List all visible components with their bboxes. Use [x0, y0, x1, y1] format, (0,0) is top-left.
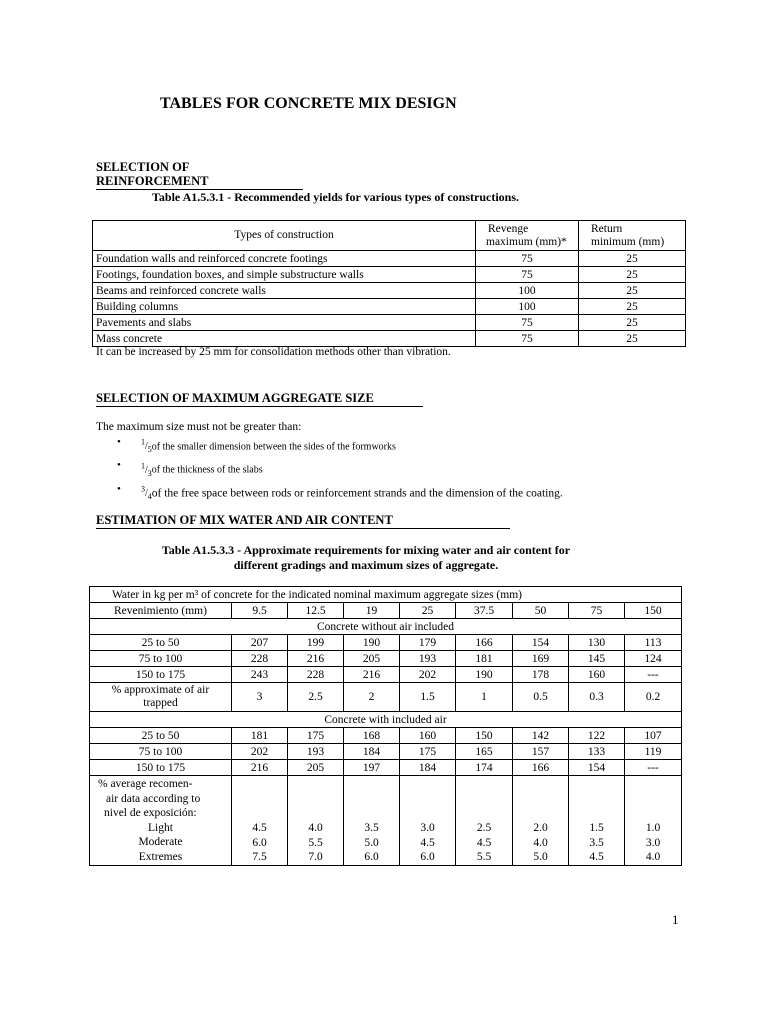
fraction: $^1/_5$: [141, 438, 152, 455]
section-heading-aggregate-size: SELECTION OF MAXIMUM AGGREGATE SIZE: [96, 391, 423, 407]
table-cell: 169: [513, 651, 569, 667]
fraction: $^1/_3$: [141, 461, 152, 478]
aggregate-size-list: [117, 435, 563, 505]
table-caption-a1533: Table A1.5.3.3 - Approximate requirements for mixing water and air content for different gradings and maximum sizes of aggregate.: [161, 543, 571, 572]
table-row: [90, 651, 682, 667]
header-size: 150: [625, 603, 682, 619]
section-heading-mix-water: ESTIMATION OF MIX WATER AND AIR CONTENT: [96, 513, 510, 529]
row-label-average-air: % average recomen- air data according to nivel de exposición: Light Moderate Extremes: [90, 776, 232, 866]
table-cell: 0.3: [569, 683, 625, 712]
document-title: TABLES FOR CONCRETE MIX DESIGN: [160, 95, 457, 112]
group-header-row: [90, 619, 682, 635]
table-cell: 130: [569, 635, 625, 651]
cell-max: 100: [476, 283, 579, 299]
row-label-air-trapped: % approximate of air trapped: [90, 683, 232, 712]
list-item-text: of the thickness of the slabs: [151, 464, 263, 476]
air-values-cell: 1.0 3.0 4.0: [625, 776, 682, 866]
table-cell: 157: [513, 744, 569, 760]
table-row-average-air: [90, 776, 682, 866]
table-cell: 145: [569, 651, 625, 667]
table-cell: 193: [400, 651, 456, 667]
cell-max: 100: [476, 299, 579, 315]
table-cell: 202: [400, 667, 456, 683]
table-cell: 119: [625, 744, 682, 760]
table-row: [90, 760, 682, 776]
table-cell: 133: [569, 744, 625, 760]
table-row-air-trapped: [90, 683, 682, 712]
table-cell: 228: [288, 667, 344, 683]
page-number: 1: [672, 912, 679, 927]
list-item-text: of the smaller dimension between the sides of the formworks: [151, 441, 396, 453]
cell-type: Foundation walls and reinforced concrete footings: [93, 251, 476, 267]
table-title-row: [90, 587, 682, 603]
table-cell: 154: [513, 635, 569, 651]
group-header-row: [90, 712, 682, 728]
air-values-cell: 3.5 5.0 6.0: [344, 776, 400, 866]
cell-min: 25: [579, 283, 686, 299]
air-values-cell: 2.5 4.5 5.5: [456, 776, 513, 866]
table-cell: 205: [288, 760, 344, 776]
table-cell: 0.2: [625, 683, 682, 712]
table-row: [93, 283, 686, 299]
cell-max: 75: [476, 267, 579, 283]
table-cell: 168: [344, 728, 400, 744]
table-cell: 228: [232, 651, 288, 667]
table-cell: 2: [344, 683, 400, 712]
table-row: [93, 315, 686, 331]
list-item-text: of the free space between rods or reinforcement strands and the dimension of the coating.: [151, 486, 563, 499]
table-cell: 175: [400, 744, 456, 760]
air-values-cell: 3.0 4.5 6.0: [400, 776, 456, 866]
header-maximum: Revenge maximum (mm)*: [476, 221, 579, 251]
cell-type: Mass concrete: [93, 331, 476, 347]
section-heading-reinforcement: SELECTION OF REINFORCEMENT: [96, 160, 303, 190]
table-cell: ---: [625, 667, 682, 683]
table-cell: 184: [344, 744, 400, 760]
table-cell: 216: [232, 760, 288, 776]
air-values-cell: 2.0 4.0 5.0: [513, 776, 569, 866]
header-size: 12.5: [288, 603, 344, 619]
table-cell: 166: [456, 635, 513, 651]
row-label: 25 to 50: [90, 635, 232, 651]
table-row: [90, 744, 682, 760]
table-cell: 181: [456, 651, 513, 667]
table-cell: 150: [456, 728, 513, 744]
aggregate-intro-text: The maximum size must not be greater than:: [96, 421, 302, 433]
table-row: [93, 251, 686, 267]
table-cell: 124: [625, 651, 682, 667]
table-cell: 160: [569, 667, 625, 683]
header-types-of-construction: Types of construction: [93, 221, 476, 251]
header-size: 75: [569, 603, 625, 619]
bullet-icon: •: [117, 436, 121, 448]
cell-min: 25: [579, 267, 686, 283]
water-table-title: Water in kg per m³ of concrete for the indicated nominal maximum aggregate sizes (mm): [90, 587, 682, 603]
table-cell: 193: [288, 744, 344, 760]
cell-type: Building columns: [93, 299, 476, 315]
bullet-icon: •: [117, 459, 121, 472]
table-cell: 1: [456, 683, 513, 712]
table-footnote: It can be increased by 25 mm for consolidation methods other than vibration.: [96, 346, 451, 358]
cell-type: Beams and reinforced concrete walls: [93, 283, 476, 299]
table-cell: 3: [232, 683, 288, 712]
table-cell: 202: [232, 744, 288, 760]
table-cell: 0.5: [513, 683, 569, 712]
header-size: 50: [513, 603, 569, 619]
header-size: 37.5: [456, 603, 513, 619]
table-row: [93, 299, 686, 315]
cell-min: 25: [579, 331, 686, 347]
fraction: $^3/_4$: [141, 484, 152, 501]
cell-min: 25: [579, 315, 686, 331]
table-cell: 154: [569, 760, 625, 776]
table-cell: 165: [456, 744, 513, 760]
table-cell: 122: [569, 728, 625, 744]
table-cell: 175: [288, 728, 344, 744]
cell-type: Footings, foundation boxes, and simple substructure walls: [93, 267, 476, 283]
table-cell: 142: [513, 728, 569, 744]
header-size: 25: [400, 603, 456, 619]
recommended-yields-table: [92, 220, 686, 347]
table-cell: 107: [625, 728, 682, 744]
table-cell: 199: [288, 635, 344, 651]
header-size: 19: [344, 603, 400, 619]
table-cell: 2.5: [288, 683, 344, 712]
table-caption-a1531: Table A1.5.3.1 - Recommended yields for various types of constructions.: [152, 190, 519, 204]
row-label: 25 to 50: [90, 728, 232, 744]
table-cell: 205: [344, 651, 400, 667]
list-item: [117, 482, 563, 505]
mix-water-air-table: [89, 586, 682, 866]
table-cell: 179: [400, 635, 456, 651]
cell-min: 25: [579, 299, 686, 315]
cell-type: Pavements and slabs: [93, 315, 476, 331]
table-cell: 178: [513, 667, 569, 683]
table-cell: 216: [344, 667, 400, 683]
table-cell: 197: [344, 760, 400, 776]
header-size: 9.5: [232, 603, 288, 619]
table-cell: 113: [625, 635, 682, 651]
bullet-icon: •: [117, 482, 121, 495]
table-row: [93, 267, 686, 283]
cell-max: 75: [476, 331, 579, 347]
row-label: 75 to 100: [90, 651, 232, 667]
group-title-without-air: Concrete without air included: [90, 619, 682, 635]
list-item: [117, 458, 563, 481]
table-header-row: [90, 603, 682, 619]
table-cell: 190: [456, 667, 513, 683]
table-cell: 1.5: [400, 683, 456, 712]
table-cell: 207: [232, 635, 288, 651]
air-values-cell: 4.5 6.0 7.5: [232, 776, 288, 866]
table-cell: 184: [400, 760, 456, 776]
table-cell: ---: [625, 760, 682, 776]
table-cell: 160: [400, 728, 456, 744]
row-label: 150 to 175: [90, 760, 232, 776]
cell-min: 25: [579, 251, 686, 267]
air-values-cell: 4.0 5.5 7.0: [288, 776, 344, 866]
table-row: [93, 331, 686, 347]
table-header-row: [93, 221, 686, 251]
table-row: [90, 667, 682, 683]
table-cell: 243: [232, 667, 288, 683]
cell-max: 75: [476, 251, 579, 267]
cell-max: 75: [476, 315, 579, 331]
row-label: 150 to 175: [90, 667, 232, 683]
header-revenimiento: Revenimiento (mm): [90, 603, 232, 619]
header-minimum: Return minimum (mm): [579, 221, 686, 251]
table-cell: 181: [232, 728, 288, 744]
table-cell: 174: [456, 760, 513, 776]
table-cell: 190: [344, 635, 400, 651]
table-cell: 216: [288, 651, 344, 667]
air-values-cell: 1.5 3.5 4.5: [569, 776, 625, 866]
table-cell: 166: [513, 760, 569, 776]
list-item: [117, 435, 563, 458]
table-row: [90, 728, 682, 744]
table-row: [90, 635, 682, 651]
row-label: 75 to 100: [90, 744, 232, 760]
group-title-with-air: Concrete with included air: [90, 712, 682, 728]
